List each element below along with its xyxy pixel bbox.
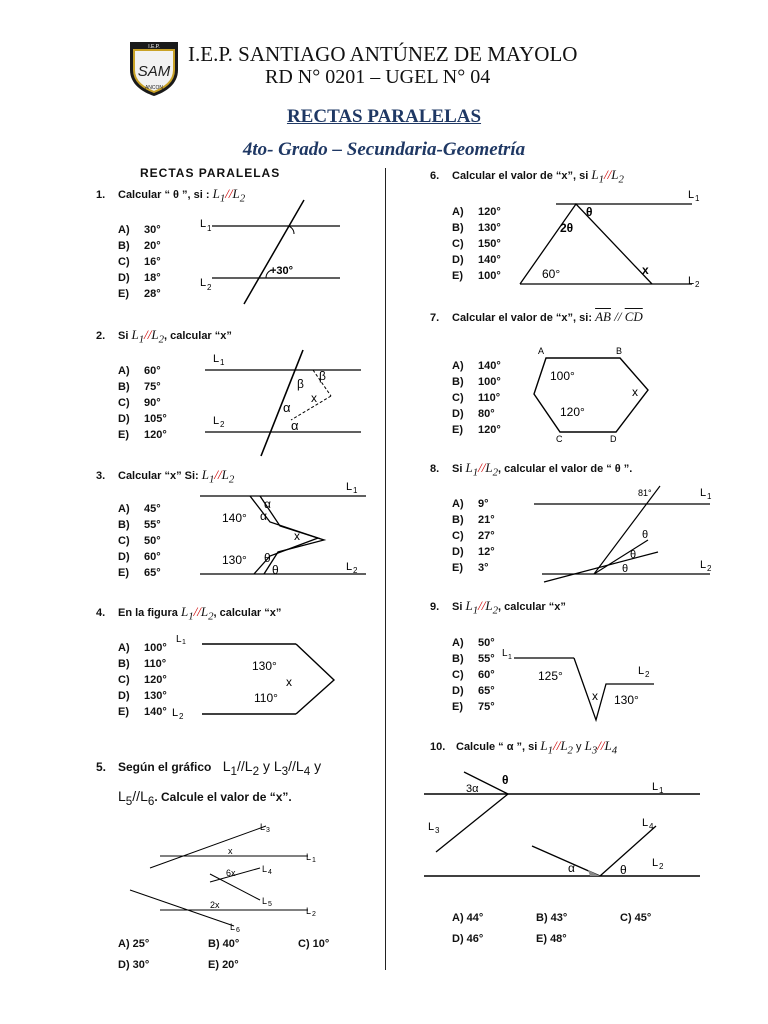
q10-options <box>452 908 712 950</box>
svg-text:L: L <box>346 481 353 493</box>
relation: $L_1//L_2$ <box>212 186 246 205</box>
school-name: I.E.P. SANTIAGO ANTÚNEZ DE MAYOLO <box>188 42 578 66</box>
label-L2: L <box>200 277 207 289</box>
question-10: 10. Calcule “ α ”, si $L_1//L_2$ y $L_3//L_4$ <box>430 738 618 757</box>
q6-options <box>452 204 501 284</box>
option[interactable]: C) 16° <box>118 256 161 268</box>
svg-text:2: 2 <box>695 280 700 289</box>
svg-text:100°: 100° <box>550 369 575 383</box>
logo-bottom-text: ANCON <box>144 85 164 91</box>
logo-top-text: I.E.P. <box>148 44 160 50</box>
svg-text:120°: 120° <box>560 405 585 419</box>
q9-figure <box>502 642 662 722</box>
svg-text:6: 6 <box>236 927 240 934</box>
option[interactable]: D) 80° <box>452 408 495 420</box>
option[interactable]: E) 20° <box>208 959 239 971</box>
svg-text:6x: 6x <box>226 868 236 878</box>
svg-text:B: B <box>616 346 623 356</box>
svg-text:L: L <box>230 922 236 932</box>
svg-text:1: 1 <box>353 486 358 495</box>
svg-text:x: x <box>228 846 233 856</box>
option[interactable]: D) 130° <box>118 690 167 702</box>
q8-options <box>452 496 495 576</box>
question-3: 3. Calcular “x” Si: $L_1//L_2$ <box>96 467 235 486</box>
option[interactable]: B) 40° <box>208 938 240 950</box>
svg-text:θ: θ <box>272 563 279 577</box>
svg-text:β: β <box>319 369 326 383</box>
svg-text:θ: θ <box>586 205 593 219</box>
option[interactable]: A) 50° <box>452 637 495 649</box>
option[interactable]: A) 45° <box>118 503 161 515</box>
question-2: 2. Si $L_1//L_2$, calcular “x” <box>96 327 232 346</box>
svg-text:x: x <box>311 391 317 405</box>
svg-text:α: α <box>264 497 271 511</box>
option[interactable]: D) 18° <box>118 272 161 284</box>
option[interactable]: A) 140° <box>452 360 501 372</box>
option[interactable]: E) 48° <box>536 933 567 945</box>
option[interactable]: A) 9° <box>452 498 489 510</box>
svg-text:125°: 125° <box>538 669 563 683</box>
option[interactable]: A) 120° <box>452 206 501 218</box>
svg-text:L: L <box>688 275 695 287</box>
svg-text:2: 2 <box>179 712 184 721</box>
option[interactable]: E) 75° <box>452 701 495 713</box>
question-6: 6. Calcular el valor de “x”, si $L_1//L_2$ <box>430 167 624 186</box>
svg-text:1: 1 <box>659 786 664 795</box>
svg-text:A: A <box>538 346 545 356</box>
q2-options <box>118 363 167 443</box>
question-1: 1. Calcular “ θ ”, si : $L_1//L_2$ <box>96 186 246 205</box>
svg-text:L: L <box>213 415 220 427</box>
svg-text:α: α <box>283 400 291 415</box>
svg-text:L: L <box>642 817 649 829</box>
q7-options <box>452 358 501 438</box>
svg-text:L: L <box>688 189 695 201</box>
svg-text:1: 1 <box>182 639 186 646</box>
option[interactable]: C) 120° <box>118 674 167 686</box>
option[interactable]: A) 100° <box>118 642 167 654</box>
q2-figure <box>205 350 365 460</box>
svg-text:θ: θ <box>264 551 271 565</box>
question-7: 7. Calcular el valor de “x”, si: $\overline{AB} // \overline{CD}$ <box>430 309 643 324</box>
svg-text:L: L <box>176 634 182 645</box>
svg-text:θ: θ <box>642 529 649 541</box>
question-4: 4. En la figura $L_1//L_2$, calcular “x” <box>96 604 282 623</box>
svg-text:α: α <box>291 418 299 433</box>
svg-text:L: L <box>306 906 312 916</box>
svg-text:140°: 140° <box>222 511 247 525</box>
school-logo <box>126 40 182 96</box>
option[interactable]: B) 110° <box>118 658 167 670</box>
q3-figure <box>200 482 370 582</box>
label-L1: L <box>200 218 207 230</box>
svg-text:L: L <box>700 559 707 571</box>
option[interactable]: B) 43° <box>536 912 568 924</box>
option[interactable]: E) 120° <box>452 424 501 436</box>
q5-figure <box>120 822 320 932</box>
option[interactable]: E) 3° <box>452 562 489 574</box>
svg-text:L: L <box>260 822 266 832</box>
svg-text:2: 2 <box>707 564 712 573</box>
column-divider <box>385 168 386 970</box>
svg-text:L: L <box>306 852 312 862</box>
svg-text:α: α <box>260 509 267 523</box>
option[interactable]: E) 28° <box>118 288 161 300</box>
svg-text:2: 2 <box>207 283 212 292</box>
option[interactable]: E) 140° <box>118 706 167 718</box>
svg-text:3α: 3α <box>466 783 479 795</box>
angle-label: +30° <box>270 265 294 277</box>
option[interactable]: D) 65° <box>452 685 495 697</box>
q4-options <box>118 640 167 720</box>
q7-figure <box>530 344 660 444</box>
svg-text:L: L <box>700 487 707 499</box>
svg-text:2: 2 <box>659 862 664 871</box>
svg-text:60°: 60° <box>542 267 561 281</box>
svg-text:D: D <box>610 434 617 444</box>
svg-text:C: C <box>556 434 563 444</box>
svg-text:1: 1 <box>707 492 712 501</box>
svg-text:4: 4 <box>268 869 272 876</box>
svg-text:x: x <box>632 385 638 399</box>
question-8: 8. Si $L_1//L_2$, calcular el valor de “ θ ”. <box>430 460 633 479</box>
svg-text:α: α <box>568 861 575 875</box>
svg-text:L: L <box>652 857 659 869</box>
svg-text:1: 1 <box>207 224 212 233</box>
svg-text:3: 3 <box>435 826 440 835</box>
svg-text:110°: 110° <box>254 691 278 705</box>
svg-text:L: L <box>638 665 645 677</box>
option[interactable]: A) 44° <box>452 912 484 924</box>
svg-text:L: L <box>502 648 508 659</box>
option[interactable]: B) 75° <box>118 381 161 393</box>
logo-monogram: SAM <box>137 63 171 80</box>
option[interactable]: C) 45° <box>620 912 652 924</box>
svg-text:1: 1 <box>220 358 225 367</box>
option[interactable]: C) 90° <box>118 397 161 409</box>
option[interactable]: B) 55° <box>118 519 161 531</box>
option[interactable]: B) 55° <box>452 653 495 665</box>
option[interactable]: C) 60° <box>452 669 495 681</box>
page-title: RECTAS PARALELAS <box>286 106 482 127</box>
option[interactable]: B) 21° <box>452 514 495 526</box>
q9-options <box>452 635 495 715</box>
svg-text:L: L <box>652 781 659 793</box>
svg-text:L: L <box>172 707 179 719</box>
question-9: 9. Si $L_1//L_2$, calcular “x” <box>430 598 566 617</box>
option[interactable]: B) 130° <box>452 222 501 234</box>
svg-text:130°: 130° <box>614 693 639 707</box>
q4-figure <box>172 630 342 720</box>
svg-text:2θ: 2θ <box>560 221 574 235</box>
svg-text:θ: θ <box>502 773 509 787</box>
svg-text:130°: 130° <box>252 659 277 673</box>
svg-text:θ: θ <box>622 563 629 575</box>
q8-figure <box>534 482 714 582</box>
option[interactable]: C) 27° <box>452 530 495 542</box>
option[interactable]: C) 110° <box>452 392 501 404</box>
svg-text:x: x <box>294 529 300 543</box>
svg-text:2: 2 <box>220 420 225 429</box>
question-5-cont: $L_5//L_6$. Calcule el valor de “x”. <box>118 788 292 808</box>
option[interactable]: E) 120° <box>118 429 167 441</box>
svg-text:L: L <box>428 821 435 833</box>
svg-text:1: 1 <box>508 654 512 661</box>
svg-text:x: x <box>642 263 649 277</box>
svg-text:4: 4 <box>649 822 654 831</box>
option[interactable]: D) 46° <box>452 933 484 945</box>
svg-text:2: 2 <box>353 566 358 575</box>
svg-text:L: L <box>262 896 268 906</box>
question-5: 5. Según el gráfico $L_1//L_2$ y $L_3//L_4$ y <box>96 758 322 778</box>
svg-text:1: 1 <box>312 857 316 864</box>
option[interactable]: E) 65° <box>118 567 161 579</box>
svg-text:β: β <box>297 377 304 391</box>
option[interactable]: A) 30° <box>118 224 161 236</box>
q3-options <box>118 501 161 581</box>
option[interactable]: C) 50° <box>118 535 161 547</box>
svg-text:L: L <box>262 864 268 874</box>
q1-figure <box>200 196 360 306</box>
svg-text:x: x <box>286 675 292 689</box>
svg-text:5: 5 <box>268 901 272 908</box>
svg-text:2: 2 <box>645 670 650 679</box>
q1-options <box>118 222 161 302</box>
svg-text:3: 3 <box>266 827 270 834</box>
option[interactable]: B) 100° <box>452 376 501 388</box>
section-title: RECTAS PARALELAS <box>140 166 281 180</box>
svg-text:1: 1 <box>695 194 700 203</box>
option[interactable]: D) 105° <box>118 413 167 425</box>
svg-text:2x: 2x <box>210 900 220 910</box>
svg-text:L: L <box>346 561 353 573</box>
option[interactable]: B) 20° <box>118 240 161 252</box>
option[interactable]: D) 30° <box>118 959 150 971</box>
option[interactable]: C) 150° <box>452 238 501 250</box>
option[interactable]: D) 12° <box>452 546 495 558</box>
option[interactable]: E) 100° <box>452 270 501 282</box>
svg-text:130°: 130° <box>222 553 247 567</box>
resolution-number: RD N° 0201 – UGEL N° 04 <box>265 66 491 88</box>
option[interactable]: A) 25° <box>118 938 150 950</box>
option[interactable]: A) 60° <box>118 365 161 377</box>
option[interactable]: D) 60° <box>118 551 161 563</box>
page-subtitle: 4to- Grado – Secundaria-Geometría <box>242 139 526 160</box>
svg-text:θ: θ <box>620 863 627 877</box>
option[interactable]: C) 10° <box>298 938 330 950</box>
svg-text:2: 2 <box>312 911 316 918</box>
q10-figure <box>424 764 714 904</box>
q6-figure <box>516 188 706 288</box>
svg-text:L: L <box>213 353 220 365</box>
svg-text:θ: θ <box>630 549 637 561</box>
svg-text:x: x <box>592 689 598 703</box>
q5-options <box>118 934 368 976</box>
svg-text:81°: 81° <box>638 488 652 498</box>
option[interactable]: D) 140° <box>452 254 501 266</box>
